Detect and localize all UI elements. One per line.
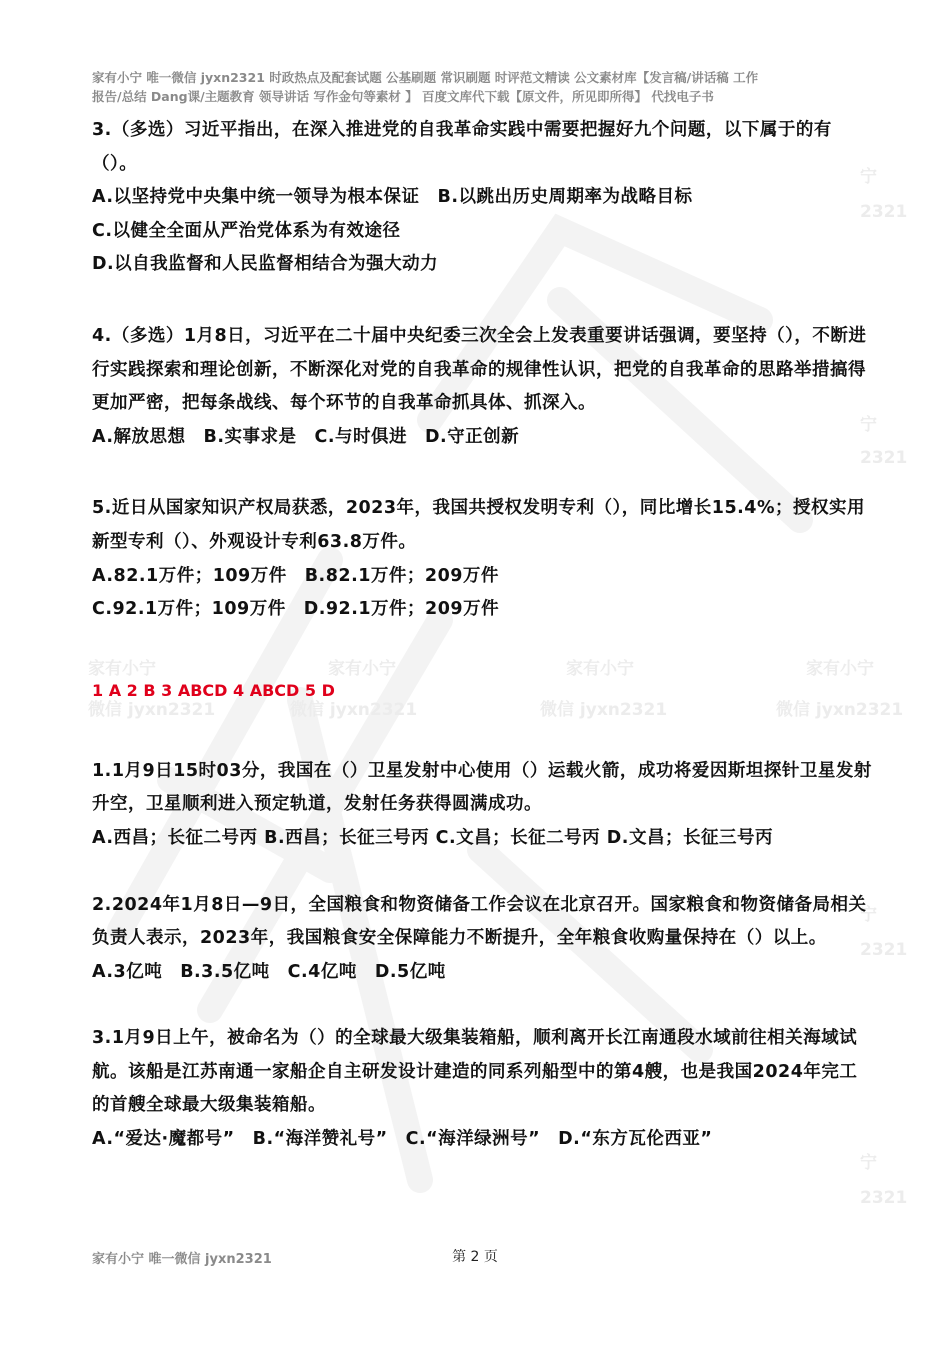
question-4 — [92, 320, 872, 454]
watermark: 2321 — [860, 202, 908, 222]
page-content — [92, 114, 872, 1157]
watermark: 家有小宁 — [806, 659, 874, 679]
watermark: 宁 — [860, 167, 877, 187]
question-option: A.“爱达·魔都号” B.“海洋赞礼号” C.“海洋绿洲号” D.“东方瓦伦西亚” — [92, 1129, 713, 1150]
watermark: 2321 — [860, 1188, 908, 1208]
watermark: 微信 jyxn2321 — [540, 700, 668, 720]
watermark: 微信 jyxn2321 — [88, 700, 216, 720]
question-title: 3.（多选）习近平指出，在深入推进党的自我革命实践中需要把握好九个问题，以下属于的有（）。 — [92, 120, 832, 174]
question-3 — [92, 114, 872, 282]
question-option: A.以坚持党中央集中统一领导为根本保证 B.以跳出历史周期率为战略目标 — [92, 187, 693, 208]
question-5 — [92, 492, 872, 626]
answer-key: 1 A 2 B 3 ABCD 4 ABCD 5 D — [92, 680, 335, 700]
question-option: A.解放思想 B.实事求是 C.与时俱进 D.守正创新 — [92, 426, 520, 447]
watermark: 微信 jyxn2321 — [290, 700, 418, 720]
question-title: 2.2024年1月8日—9日，全国粮食和物资储备工作会议在北京召开。国家粮食和物资储备局相关负责人表示，2023年，我国粮食安全保障能力不断提升，全年粮食收购量保持在（）以上。 — [92, 894, 867, 949]
watermark: 2321 — [860, 940, 908, 960]
page-header — [92, 68, 882, 106]
question-option: A.3亿吨 B.3.5亿吨 C.4亿吨 D.5亿吨 — [92, 961, 446, 982]
question-2 — [92, 889, 872, 990]
watermark: 家有小宁 — [88, 659, 156, 679]
question-title: 1.1月9日15时03分，我国在（）卫星发射中心使用（）运载火箭，成功将爱因斯坦探针卫星发射升空，卫星顺利进入预定轨道，发射任务获得圆满成功。 — [92, 760, 872, 815]
page-number: 第 2 页 — [452, 1249, 498, 1265]
watermark: 家有小宁 — [566, 659, 634, 679]
question-option: D.以自我监督和人民监督相结合为强大动力 — [92, 254, 439, 275]
question-1 — [92, 755, 872, 856]
watermark: 宁 — [860, 415, 877, 435]
watermark: 宁 — [860, 1153, 877, 1173]
header-line-1: 家有小宁 唯一微信 jyxn2321 时政热点及配套试题 公基刷题 常识刷题 时评范文精读 公文素材库【发言稿/讲话稿 工作 — [92, 70, 759, 85]
question-title: 3.1月9日上午，被命名为（）的全球最大级集装箱船，顺利离开长江南通段水域前往相关海域试航。该船是江苏南通一家船企自主研发设计建造的同系列船型中的第4艘，也是我国2024年完工的首艘全球最大级集装箱船。 — [92, 1028, 858, 1116]
question-title: 5.近日从国家知识产权局获悉，2023年，我国共授权发明专利（），同比增长15.4%；授权实用新型专利（）、外观设计专利63.8万件。 — [92, 498, 865, 552]
question-option: A.82.1万件；109万件 B.82.1万件；209万件 — [92, 565, 499, 586]
header-line-2: 报告/总结 Dang课/主题教育 领导讲话 写作金句等素材 】 百度文库代下载【原文件，所见即所得】 代找电子书 — [92, 89, 714, 104]
footer-note: 家有小宁 唯一微信 jyxn2321 — [92, 1252, 272, 1267]
watermark: 宁 — [860, 905, 877, 925]
question-3b — [92, 1022, 872, 1156]
question-option: C.以健全全面从严治党体系为有效途径 — [92, 220, 401, 241]
watermark: 2321 — [860, 448, 908, 468]
question-option: A.西昌；长征二号丙 B.西昌；长征三号丙 C.文昌；长征二号丙 D.文昌；长征三号丙 — [92, 827, 773, 848]
watermark: 微信 jyxn2321 — [776, 700, 904, 720]
question-option: C.92.1万件；109万件 D.92.1万件；209万件 — [92, 599, 500, 620]
watermark: 家有小宁 — [328, 659, 396, 679]
question-title: 4.（多选）1月8日，习近平在二十届中央纪委三次全会上发表重要讲话强调，要坚持（），不断进行实践探索和理论创新，不断深化对党的自我革命的规律性认识，把党的自我革命的思路举措搞得更加严密，把每条战线、每个环节的自我革命抓具体、抓深入。 — [92, 325, 867, 414]
